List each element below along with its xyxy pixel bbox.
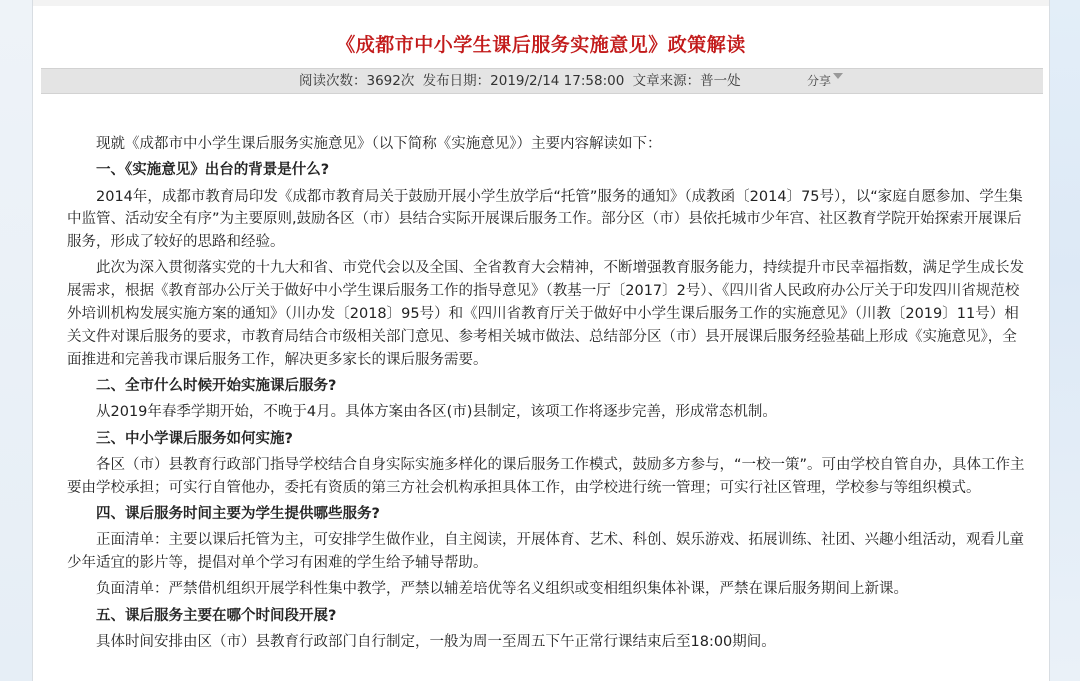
article-source: 文章来源：普一处: [632, 73, 741, 89]
paragraph: 各区（市）县教育行政部门指导学校结合自身实际实施多样化的课后服务工作模式，鼓励多方参与，“一校一策”。可由学校自管自办，具体工作主要由学校承担；可实行自管他办，委托有资质的第三方社会机构承担具体工作，由学校进行统一管理；可实行社区管理，学校参与等组织模式。: [67, 456, 1025, 496]
paragraph: 此次为深入贯彻落实党的十九大和省、市党代会以及全国、全省教育大会精神，不断增强教育服务能力，持续提升市民幸福指数，满足学生成长发展需求，根据《教育部办公厅关于做好中小学生课后服务工作的指导意见》（教基一厅〔2017〕2号）、《四川省人民政府办公厅关于印发四川省规范校外培训机构发展实施方案的通知》（川办发〔2018〕95号）和《四川省教育厅关于做好中小学生课后服务工作的实施意见》（川教〔2019〕11号）相关文件对课后服务的要求，市教育局结合市级相关部门意见、参考相关城市做法、总结部分区（市）县开展课后服务经验基础上形成《实施意见》，全面推进和完善我市课后服务工作，解决更多家长的课后服务需要。: [67, 260, 1024, 368]
section-heading: 二、全市什么时候开始实施课后服务?: [96, 377, 337, 394]
paragraph: 2014年，成都市教育局印发《成都市教育局关于鼓励开展小学生放学后“托管”服务的通知》（成教函〔2014〕75号），以“家庭自愿参加、学生集中监管、活动安全有序”为主要原则,鼓励各区（市）县结合实际开展课后服务工作。部分区（市）县依托城市少年宫、社区教育学院开始探索开展课后服务，形成了较好的思路和经验。: [67, 188, 1023, 251]
section-heading: 四、课后服务时间主要为学生提供哪些服务?: [96, 505, 380, 522]
paragraph: 现就《成都市中小学生课后服务实施意见》（以下简称《实施意见》）主要内容解读如下：: [96, 136, 662, 152]
article-meta-bar: [41, 68, 1043, 94]
section-heading: 三、中小学课后服务如何实施?: [96, 430, 293, 447]
article-body: [67, 133, 1027, 654]
section-heading: 一、《实施意见》出台的背景是什么?: [96, 162, 330, 179]
share-button[interactable]: [807, 69, 843, 93]
read-count: 阅读次数：3692次: [299, 73, 415, 89]
article-page: [32, 0, 1050, 681]
paragraph: 具体时间安排由区（市）县教育行政部门自行制定，一般为周一至周五下午正常行课结束后至18:00期间。: [96, 633, 776, 650]
article-meta-info: [299, 69, 745, 93]
article-title: 《成都市中小学生课后服务实施意见》政策解读: [336, 34, 746, 56]
background-left: [0, 0, 32, 681]
paragraph: 负面清单：严禁借机组织开展学科性集中教学，严禁以辅差培优等名义组织或变相组织集体补课，严禁在课后服务期间上新课。: [96, 581, 908, 598]
publish-date: 发布日期：2019/2/14 17:58:00: [422, 73, 625, 89]
chevron-down-icon: [833, 73, 843, 79]
share-label: 分享: [807, 74, 832, 88]
paragraph: 正面清单：主要以课后托管为主，可安排学生做作业，自主阅读，开展体育、艺术、科创、娱乐游戏、拓展训练、社团、兴趣小组活动，观看儿童少年适宜的影片等，提倡对单个学习有困难的学生给予辅导帮助。: [67, 532, 1024, 572]
section-heading: 五、课后服务主要在哪个时间段开展?: [96, 607, 337, 624]
paragraph: 从2019年春季学期开始，不晚于4月。具体方案由各区(市)县制定，该项工作将逐步完善，形成常态机制。: [96, 404, 777, 421]
breadcrumb-strip: [33, 0, 1049, 6]
